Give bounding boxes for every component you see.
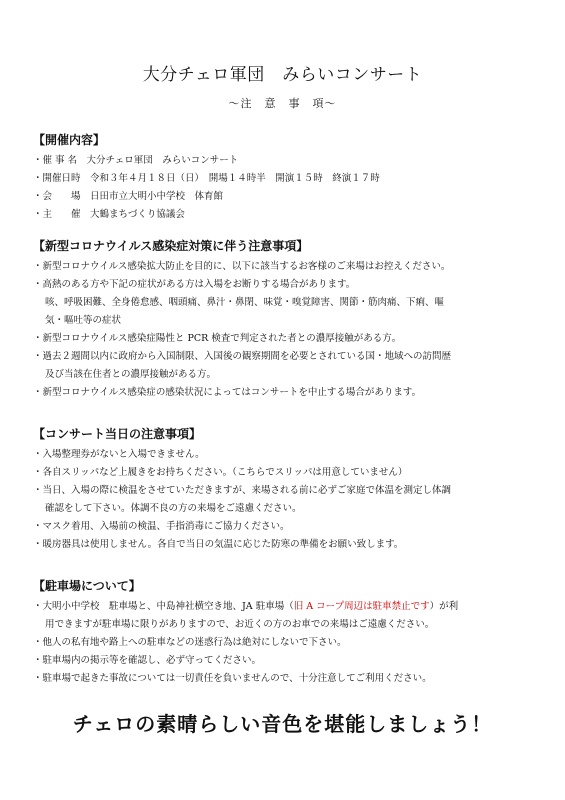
- concert-day-line: 確認をして下さい。体調不良の方の来場をご遠慮ください。: [45, 503, 302, 514]
- event-item: ・主 催 大鶴まちづくり協議会: [33, 209, 185, 220]
- event-item: ・催 事 名 大分チェロ軍団 みらいコンサート: [33, 155, 239, 166]
- page-subtitle: ～注 意 事 項～: [228, 97, 337, 110]
- concert-day-heading: 【コンサート当日の注意事項】: [33, 427, 202, 441]
- event-item: ・会 場 日田市立大明小中学校 体育館: [33, 191, 224, 202]
- parking-line-start: ・大明小中学校 駐車場と、中島神社横空き地、JA 駐車場（: [33, 601, 294, 612]
- parking-line: ・駐車場で起きた事故については一切責任を負いませんので、十分注意してご利用ください。: [33, 673, 432, 684]
- covid-line: 及び当該在住者との濃厚接触がある方。: [45, 369, 217, 380]
- concert-day-line: ・マスク着用、入場前の検温、手指消毒にご協力ください。: [33, 521, 290, 532]
- parking-line: ・駐車場内の掲示等を確認し、必ず守ってください。: [33, 655, 262, 666]
- parking-section: [33, 577, 538, 688]
- parking-line: ・他人の私有地や路上への駐車などの迷惑行為は絶対にしないで下さい。: [33, 637, 347, 648]
- covid-line: ・高熱のある方や下記の症状がある方は入場をお断りする場合があります。: [33, 279, 356, 290]
- covid-heading: 【新型コロナウイルス感染症対策に伴う注意事項】: [33, 239, 309, 253]
- parking-warning: 旧 A コープ周辺は駐車禁止です: [293, 601, 430, 612]
- covid-line: ・新型コロナウイルス感染症陽性と PCR 検査で判定された者との濃厚接触がある方。: [33, 333, 402, 344]
- concert-day-section: [33, 425, 538, 554]
- concert-day-line: ・当日、入場の際に検温をさせていただきますが、来場される前に必ずご家庭で体温を測定し体調: [33, 485, 452, 496]
- event-heading: 【開催内容】: [33, 133, 106, 147]
- covid-line: ・過去２週間以内に政府から入国制限、入国後の観察期間を必要とされている国・地域への訪問歴: [33, 351, 452, 362]
- parking-line-end: ）が利: [429, 601, 459, 612]
- event-section: [33, 131, 538, 224]
- closing-message: チェロの素晴らしい音色を堪能しましょう！: [72, 712, 493, 736]
- covid-section: [33, 237, 538, 402]
- covid-line: 気・嘔吐等の症状: [45, 315, 122, 326]
- parking-line: 用できますが駐車場に限りがありますので、お近くの方のお車での来場はご遠慮ください。: [45, 619, 435, 630]
- concert-day-line: ・入場整理券がないと入場できません。: [33, 449, 205, 460]
- covid-line: ・新型コロナウイルス感染拡大防止を目的に、以下に該当するお客様のご来場はお控えください。: [33, 261, 451, 272]
- parking-line: [33, 598, 538, 616]
- covid-line: 咳、呼吸困難、全身倦怠感、咽頭痛、鼻汁・鼻閉、味覚・嗅覚障害、関節・筋肉痛、下痢、嘔: [45, 297, 445, 308]
- parking-heading: 【駐車場について】: [33, 579, 141, 593]
- covid-line: ・新型コロナウイルス感染症の感染状況によってはコンサートを中止する場合があります。: [33, 387, 422, 398]
- concert-day-line: ・各自スリッパなど上履きをお持ちください。（こちらでスリッパは用意していません）: [33, 467, 408, 478]
- page-title: 大分チェロ軍団 みらいコンサート: [142, 65, 423, 85]
- concert-day-line: ・暖房器具は使用しません。各自で当日の気温に応じた防寒の準備をお願い致します。: [33, 539, 404, 550]
- event-item: ・開催日時 令和３年４月１８日（日） 開場１４時半 開演１５時 終演１７時: [33, 173, 380, 184]
